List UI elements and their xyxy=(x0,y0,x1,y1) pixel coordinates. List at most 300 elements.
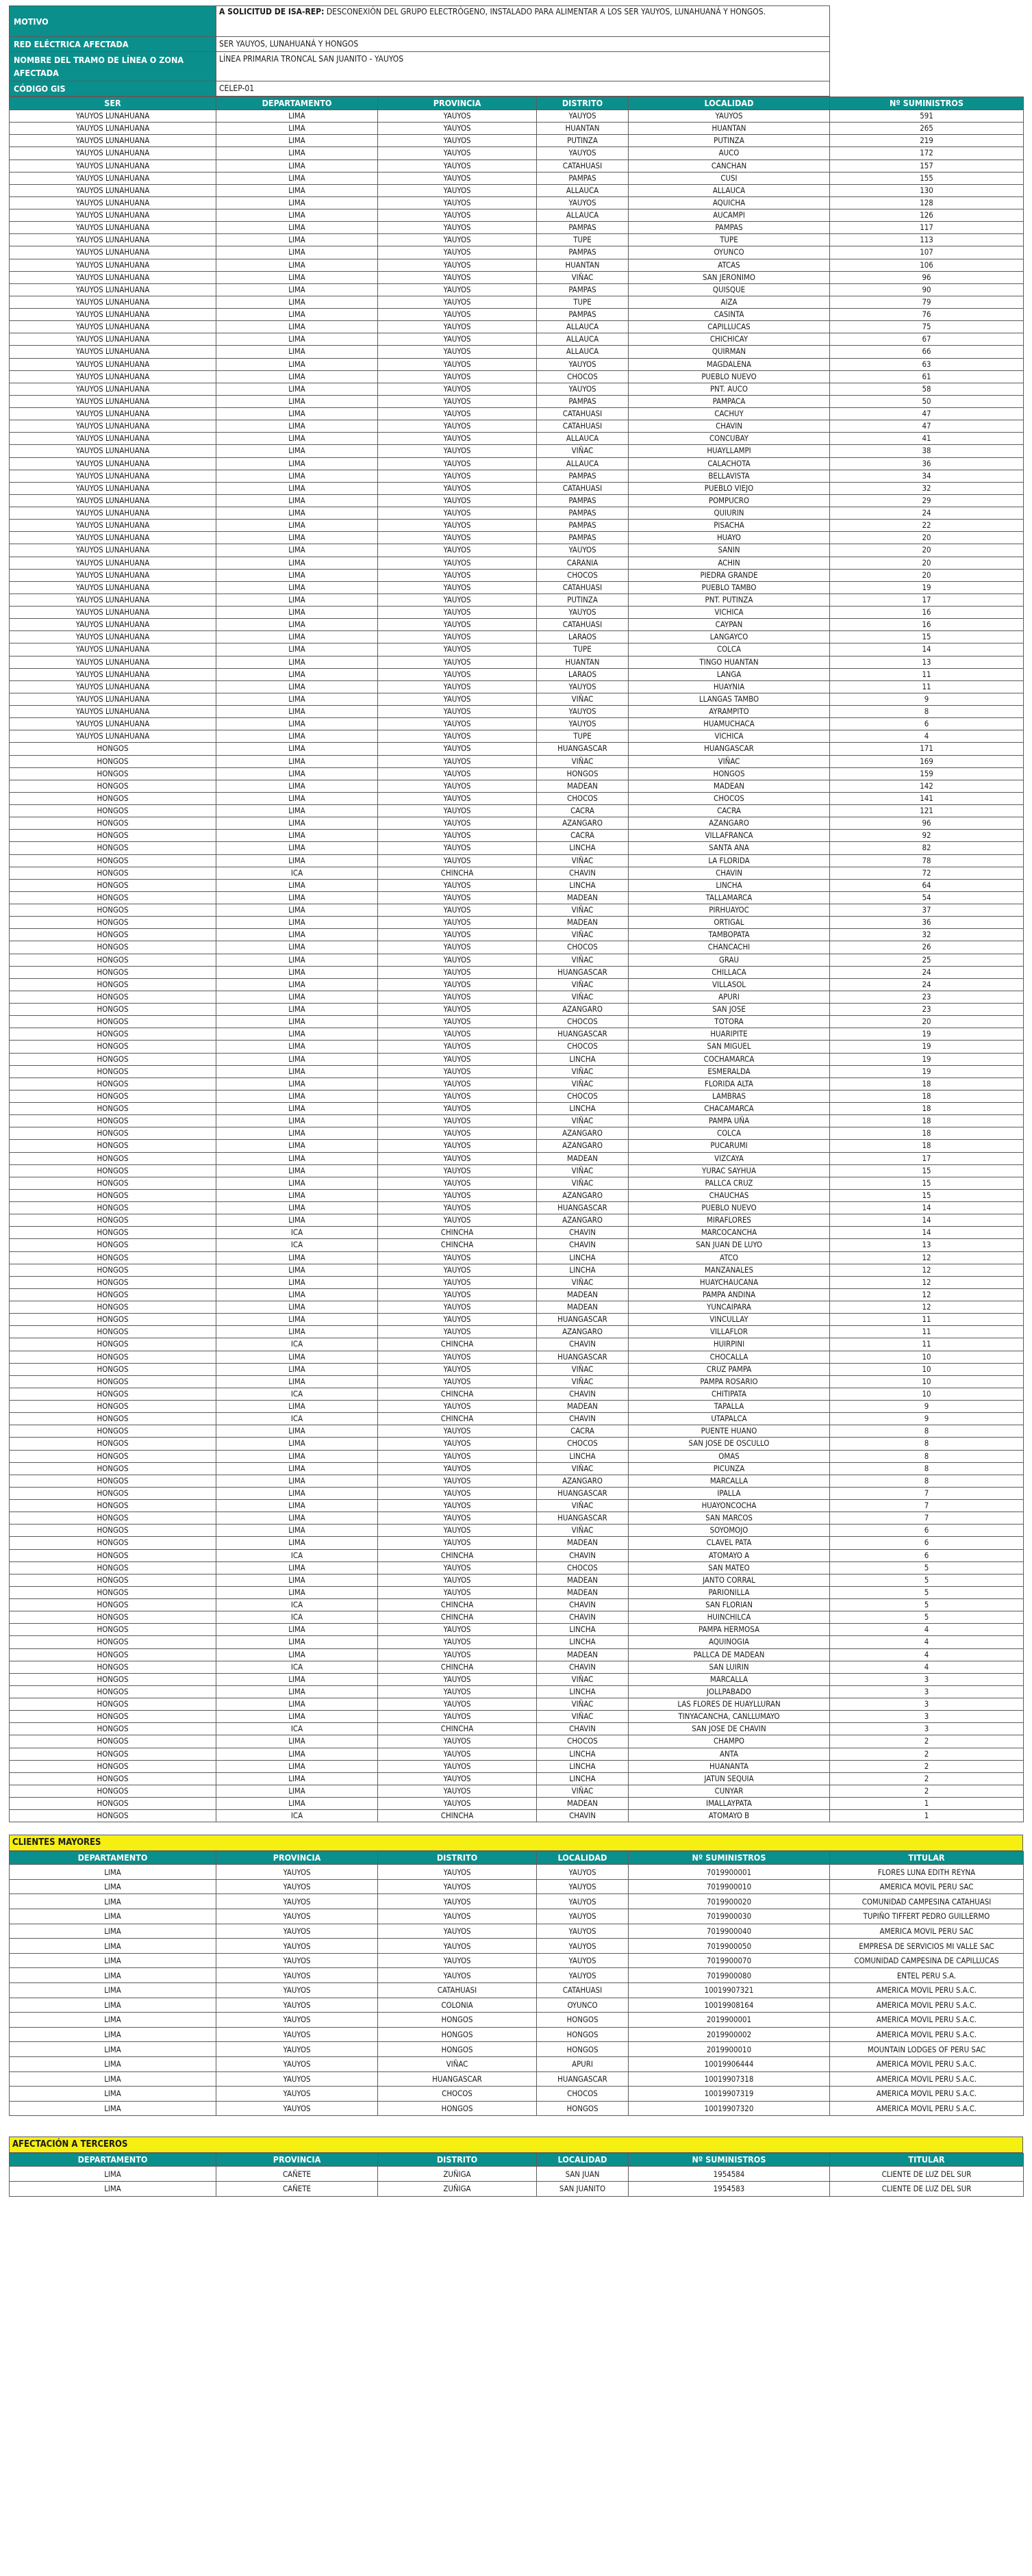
cell-provincia: YAUYOS xyxy=(378,1500,537,1512)
cell-suministros: 10019907318 xyxy=(629,2071,830,2087)
cell-ser: YAUYOS LUNAHUANA xyxy=(10,160,216,172)
cell-distrito: MADEAN xyxy=(537,780,629,792)
cell-provincia: YAUYOS xyxy=(378,929,537,941)
cell-suministros: 10 xyxy=(830,1375,1024,1388)
cell-distrito: TUPE xyxy=(537,730,629,743)
cell-provincia: YAUYOS xyxy=(378,1140,537,1152)
cell-ser: HONGOS xyxy=(10,1810,216,1822)
cell-localidad: HUANGASCAR xyxy=(629,743,830,755)
cell-provincia: YAUYOS xyxy=(378,395,537,407)
terceros-title: AFECTACIÓN A TERCEROS xyxy=(9,2137,1023,2153)
cell-localidad: PUTINZA xyxy=(629,135,830,147)
cell-distrito: VIÑAC xyxy=(537,1500,629,1512)
cell-departamento: LIMA xyxy=(216,730,378,743)
cell-ser: HONGOS xyxy=(10,854,216,867)
cell-departamento: LIMA xyxy=(216,246,378,259)
table-row xyxy=(10,1648,1024,1661)
cell-ser: YAUYOS LUNAHUANA xyxy=(10,718,216,730)
table-row xyxy=(10,123,1024,135)
cell-suministros: 6 xyxy=(830,718,1024,730)
cell-ser: HONGOS xyxy=(10,1351,216,1363)
cell-localidad: AQUINOGIA xyxy=(629,1636,830,1648)
cell-titular: COMUNIDAD CAMPESINA DE CAPILLUCAS xyxy=(830,1953,1024,1968)
cell-localidad: APURI xyxy=(537,2056,629,2071)
cell-localidad: LAMBRAS xyxy=(629,1090,830,1102)
table-row xyxy=(10,1401,1024,1413)
cell-localidad: YUNCAIPARA xyxy=(629,1301,830,1314)
table-row xyxy=(10,1189,1024,1201)
cell-localidad: CRUZ PAMPA xyxy=(629,1363,830,1375)
cell-suministros: 3 xyxy=(830,1673,1024,1685)
col-header-titular: TITULAR xyxy=(830,1852,1024,1865)
cell-provincia: YAUYOS xyxy=(378,1351,537,1363)
table-row xyxy=(10,1810,1024,1822)
cell-suministros: 32 xyxy=(830,929,1024,941)
cell-ser: HONGOS xyxy=(10,1462,216,1475)
cell-ser: HONGOS xyxy=(10,1673,216,1685)
cell-departamento: LIMA xyxy=(216,1735,378,1748)
cell-distrito: TUPE xyxy=(537,643,629,656)
cell-titular: FLORES LUNA EDITH REYNA xyxy=(830,1865,1024,1880)
cell-localidad: PAMPAS xyxy=(629,222,830,234)
cell-suministros: 90 xyxy=(830,283,1024,296)
table-row xyxy=(10,1537,1024,1549)
col-header-distrito: DISTRITO xyxy=(378,2154,537,2167)
cell-suministros: 7019900010 xyxy=(629,1879,830,1894)
info-row-tramo xyxy=(10,52,1024,81)
cell-provincia: YAUYOS xyxy=(378,569,537,581)
cell-ser: HONGOS xyxy=(10,929,216,941)
cell-distrito: VIÑAC xyxy=(537,1785,629,1797)
cell-departamento: LIMA xyxy=(216,1041,378,1053)
cell-localidad: VINCULLAY xyxy=(629,1314,830,1326)
cell-suministros: 169 xyxy=(830,755,1024,767)
table-row xyxy=(10,2042,1024,2057)
cell-titular: MOUNTAIN LODGES OF PERU SAC xyxy=(830,2042,1024,2057)
cell-departamento: LIMA xyxy=(216,1363,378,1375)
cell-distrito: MADEAN xyxy=(537,891,629,904)
cell-ser: HONGOS xyxy=(10,1698,216,1711)
cell-suministros: 18 xyxy=(830,1077,1024,1090)
cell-suministros: 23 xyxy=(830,991,1024,1003)
cell-distrito: VIÑAC xyxy=(537,1525,629,1537)
cell-localidad: YAUYOS xyxy=(537,1879,629,1894)
cell-localidad: PAMPACA xyxy=(629,395,830,407)
cell-distrito: VIÑAC xyxy=(537,991,629,1003)
table-row xyxy=(10,1264,1024,1276)
cell-provincia: YAUYOS xyxy=(378,631,537,643)
cell-distrito: CARANIA xyxy=(537,557,629,569)
cell-departamento: LIMA xyxy=(216,594,378,606)
cell-departamento: LIMA xyxy=(216,693,378,705)
cell-distrito: PUTINZA xyxy=(537,135,629,147)
cell-provincia: YAUYOS xyxy=(378,1251,537,1264)
cell-suministros: 3 xyxy=(830,1698,1024,1711)
cell-distrito: HUANTAN xyxy=(537,259,629,271)
col-header-localidad: LOCALIDAD xyxy=(629,97,830,110)
table-row xyxy=(10,1140,1024,1152)
cell-suministros: 7 xyxy=(830,1487,1024,1499)
cell-departamento: LIMA xyxy=(216,321,378,333)
cell-provincia: YAUYOS xyxy=(378,1103,537,1115)
cell-distrito: CHOCOS xyxy=(537,1041,629,1053)
cell-localidad: PNT. AUCO xyxy=(629,383,830,395)
cell-provincia: YAUYOS xyxy=(378,1177,537,1189)
cell-suministros: 79 xyxy=(830,296,1024,308)
cell-localidad: ATCAS xyxy=(629,259,830,271)
cell-suministros: 11 xyxy=(830,668,1024,680)
cell-localidad: PUEBLO TAMBO xyxy=(629,581,830,594)
cell-distrito: PAMPAS xyxy=(537,222,629,234)
cell-localidad: JATUN SEQUIA xyxy=(629,1772,830,1785)
cell-titular: AMERICA MOVIL PERU S.A.C. xyxy=(830,2071,1024,2087)
cell-ser: HONGOS xyxy=(10,1115,216,1127)
cell-distrito: YAUYOS xyxy=(537,147,629,160)
cell-departamento: LIMA xyxy=(216,904,378,917)
cell-ser: HONGOS xyxy=(10,1239,216,1251)
table-row xyxy=(10,482,1024,494)
cell-provincia: YAUYOS xyxy=(216,2101,378,2116)
cell-distrito: VIÑAC xyxy=(537,1164,629,1177)
cell-departamento: LIMA xyxy=(10,1865,216,1880)
table-row xyxy=(10,693,1024,705)
cell-ser: YAUYOS LUNAHUANA xyxy=(10,234,216,246)
cell-departamento: ICA xyxy=(216,1723,378,1735)
table-row xyxy=(10,358,1024,370)
cell-suministros: 10 xyxy=(830,1351,1024,1363)
cell-provincia: YAUYOS xyxy=(378,184,537,196)
cell-departamento: LIMA xyxy=(216,346,378,358)
cell-suministros: 8 xyxy=(830,1462,1024,1475)
cell-provincia: YAUYOS xyxy=(216,2071,378,2087)
cell-provincia: YAUYOS xyxy=(216,2013,378,2028)
cell-departamento: LIMA xyxy=(216,333,378,346)
tramo-value: LÍNEA PRIMARIA TRONCAL SAN JUANITO - YAUYOS xyxy=(216,52,830,81)
cell-departamento: LIMA xyxy=(216,830,378,842)
cell-departamento: LIMA xyxy=(216,767,378,780)
cell-localidad: LANGA xyxy=(629,668,830,680)
cell-localidad: PIEDRA GRANDE xyxy=(629,569,830,581)
cell-ser: HONGOS xyxy=(10,805,216,817)
cell-ser: YAUYOS LUNAHUANA xyxy=(10,544,216,557)
cell-suministros: 128 xyxy=(830,196,1024,209)
col-header-provincia: PROVINCIA xyxy=(216,1852,378,1865)
cell-provincia: YAUYOS xyxy=(378,743,537,755)
cell-provincia: YAUYOS xyxy=(378,346,537,358)
cell-departamento: LIMA xyxy=(216,1004,378,1016)
cell-suministros: 7019900080 xyxy=(629,1968,830,1983)
table-row xyxy=(10,854,1024,867)
cell-provincia: YAUYOS xyxy=(378,1214,537,1227)
table-row xyxy=(10,668,1024,680)
cell-provincia: YAUYOS xyxy=(378,246,537,259)
cell-provincia: CAÑETE xyxy=(216,2181,378,2196)
table-row xyxy=(10,1785,1024,1797)
cell-distrito: LINCHA xyxy=(537,1772,629,1785)
table-row xyxy=(10,222,1024,234)
cell-departamento: LIMA xyxy=(216,209,378,222)
table-row xyxy=(10,1487,1024,1499)
cell-distrito: MADEAN xyxy=(537,1152,629,1164)
cell-provincia: YAUYOS xyxy=(378,283,537,296)
cell-localidad: CHILLACA xyxy=(629,966,830,978)
cell-departamento: LIMA xyxy=(216,1103,378,1115)
cell-localidad: SOYOMOJO xyxy=(629,1525,830,1537)
cell-localidad: HUANANTA xyxy=(629,1760,830,1772)
cell-suministros: 61 xyxy=(830,370,1024,383)
cell-provincia: CHINCHA xyxy=(378,1723,537,1735)
cell-distrito: AZANGARO xyxy=(537,1326,629,1338)
cell-provincia: YAUYOS xyxy=(378,420,537,433)
cell-localidad: TOTORA xyxy=(629,1016,830,1028)
cell-distrito: CHAVIN xyxy=(537,1723,629,1735)
cell-departamento: LIMA xyxy=(216,805,378,817)
cell-ser: YAUYOS LUNAHUANA xyxy=(10,259,216,271)
table-row xyxy=(10,1227,1024,1239)
cell-suministros: 36 xyxy=(830,917,1024,929)
table-row xyxy=(10,1735,1024,1748)
cell-provincia: YAUYOS xyxy=(378,1735,537,1748)
cell-departamento: LIMA xyxy=(216,1375,378,1388)
cell-suministros: 7019900030 xyxy=(629,1909,830,1924)
cell-suministros: 2019900001 xyxy=(629,2013,830,2028)
cell-departamento: LIMA xyxy=(10,1894,216,1909)
cell-distrito: COLONIA xyxy=(378,1998,537,2013)
cell-provincia: YAUYOS xyxy=(378,1772,537,1785)
cell-distrito: YAUYOS xyxy=(378,1909,537,1924)
col-header-suministros: Nº SUMINISTROS xyxy=(629,1852,830,1865)
cell-localidad: HUAYCHAUCANA xyxy=(629,1276,830,1288)
cell-distrito: ALLAUCA xyxy=(537,457,629,470)
cell-departamento: LIMA xyxy=(216,581,378,594)
cell-distrito: ALLAUCA xyxy=(537,333,629,346)
cell-suministros: 20 xyxy=(830,1016,1024,1028)
cell-departamento: LIMA xyxy=(216,259,378,271)
table-row xyxy=(10,1077,1024,1090)
cell-departamento: LIMA xyxy=(216,1177,378,1189)
cell-ser: HONGOS xyxy=(10,1735,216,1748)
cell-provincia: YAUYOS xyxy=(378,1077,537,1090)
cell-provincia: YAUYOS xyxy=(378,494,537,507)
table-row xyxy=(10,1288,1024,1301)
table-row xyxy=(10,581,1024,594)
cell-distrito: ALLAUCA xyxy=(537,209,629,222)
cell-provincia: YAUYOS xyxy=(378,1711,537,1723)
cell-distrito: CACRA xyxy=(537,1425,629,1438)
cell-localidad: CHOCALLA xyxy=(629,1351,830,1363)
cell-provincia: YAUYOS xyxy=(378,482,537,494)
cell-ser: HONGOS xyxy=(10,991,216,1003)
cell-suministros: 17 xyxy=(830,594,1024,606)
cell-ser: HONGOS xyxy=(10,1425,216,1438)
cell-suministros: 2 xyxy=(830,1748,1024,1760)
cell-distrito: HUANGASCAR xyxy=(537,1487,629,1499)
table-row xyxy=(10,1115,1024,1127)
table-row xyxy=(10,1760,1024,1772)
red-label: RED ELÉCTRICA AFECTADA xyxy=(10,37,216,52)
cell-localidad: QUISQUE xyxy=(629,283,830,296)
cell-suministros: 2019900002 xyxy=(629,2027,830,2042)
cell-localidad: CHOCOS xyxy=(629,792,830,804)
cell-departamento: LIMA xyxy=(216,309,378,321)
cell-suministros: 3 xyxy=(830,1685,1024,1698)
cell-provincia: YAUYOS xyxy=(378,520,537,532)
table-row xyxy=(10,1301,1024,1314)
cell-suministros: 9 xyxy=(830,1401,1024,1413)
table-row xyxy=(10,1561,1024,1574)
cell-localidad: APURI xyxy=(629,991,830,1003)
cell-distrito: MADEAN xyxy=(537,1574,629,1586)
cell-localidad: SANTA ANA xyxy=(629,842,830,854)
cell-localidad: MANZANALES xyxy=(629,1264,830,1276)
cell-distrito: AZANGARO xyxy=(537,1475,629,1487)
cell-suministros: 14 xyxy=(830,1227,1024,1239)
cell-departamento: LIMA xyxy=(216,1500,378,1512)
cell-localidad: PNT. PUTINZA xyxy=(629,594,830,606)
cell-ser: YAUYOS LUNAHUANA xyxy=(10,607,216,619)
cell-distrito: YAUYOS xyxy=(537,544,629,557)
cell-distrito: MADEAN xyxy=(537,917,629,929)
cell-departamento: LIMA xyxy=(216,1301,378,1314)
cell-suministros: 265 xyxy=(830,123,1024,135)
cell-localidad: PUENTE HUANO xyxy=(629,1425,830,1438)
cell-departamento: LIMA xyxy=(10,1968,216,1983)
table-row xyxy=(10,1351,1024,1363)
table-row xyxy=(10,1164,1024,1177)
cell-departamento: LIMA xyxy=(216,1636,378,1648)
cell-departamento: LIMA xyxy=(216,1685,378,1698)
info-row-motivo xyxy=(10,6,1024,37)
cell-departamento: LIMA xyxy=(216,1326,378,1338)
cell-suministros: 3 xyxy=(830,1723,1024,1735)
cell-suministros: 17 xyxy=(830,1152,1024,1164)
cell-localidad: SAN FLORIAN xyxy=(629,1599,830,1611)
cell-suministros: 12 xyxy=(830,1288,1024,1301)
col-header-departamento: DEPARTAMENTO xyxy=(10,2154,216,2167)
cell-ser: HONGOS xyxy=(10,1648,216,1661)
cell-distrito: CHOCOS xyxy=(537,1016,629,1028)
cell-departamento: ICA xyxy=(216,1810,378,1822)
cell-ser: YAUYOS LUNAHUANA xyxy=(10,507,216,520)
cell-provincia: YAUYOS xyxy=(378,879,537,891)
cell-localidad: YAUYOS xyxy=(537,1865,629,1880)
cell-departamento: LIMA xyxy=(216,184,378,196)
cell-suministros: 12 xyxy=(830,1276,1024,1288)
cell-localidad: IPALLA xyxy=(629,1487,830,1499)
table-row xyxy=(10,718,1024,730)
cell-provincia: CHINCHA xyxy=(378,1239,537,1251)
cell-provincia: YAUYOS xyxy=(378,1450,537,1462)
cell-localidad: CASINTA xyxy=(629,309,830,321)
cell-provincia: YAUYOS xyxy=(378,557,537,569)
cell-ser: HONGOS xyxy=(10,1301,216,1314)
cell-ser: HONGOS xyxy=(10,1785,216,1797)
cell-departamento: LIMA xyxy=(216,222,378,234)
cell-ser: HONGOS xyxy=(10,1636,216,1648)
cell-suministros: 7 xyxy=(830,1512,1024,1525)
cell-suministros: 1954584 xyxy=(629,2167,830,2182)
cell-suministros: 38 xyxy=(830,445,1024,457)
cell-provincia: YAUYOS xyxy=(378,619,537,631)
table-row xyxy=(10,1016,1024,1028)
cell-departamento: LIMA xyxy=(216,110,378,123)
cell-localidad: COLCA xyxy=(629,643,830,656)
cell-suministros: 159 xyxy=(830,767,1024,780)
cell-departamento: LIMA xyxy=(216,743,378,755)
cell-departamento: ICA xyxy=(216,1227,378,1239)
table-row xyxy=(10,1599,1024,1611)
cell-ser: HONGOS xyxy=(10,891,216,904)
cell-provincia: YAUYOS xyxy=(378,1288,537,1301)
cell-distrito: VIÑAC xyxy=(537,693,629,705)
cell-provincia: YAUYOS xyxy=(378,668,537,680)
cell-suministros: 76 xyxy=(830,309,1024,321)
cell-suministros: 2 xyxy=(830,1760,1024,1772)
cell-suministros: 5 xyxy=(830,1561,1024,1574)
cell-ser: HONGOS xyxy=(10,1214,216,1227)
cell-ser: YAUYOS LUNAHUANA xyxy=(10,408,216,420)
cell-ser: HONGOS xyxy=(10,1599,216,1611)
cell-provincia: YAUYOS xyxy=(378,532,537,544)
cell-distrito: LINCHA xyxy=(537,842,629,854)
cell-suministros: 13 xyxy=(830,656,1024,668)
cell-ser: YAUYOS LUNAHUANA xyxy=(10,457,216,470)
cell-ser: HONGOS xyxy=(10,1264,216,1276)
cell-provincia: YAUYOS xyxy=(378,1065,537,1077)
cell-localidad: SAN JUAN xyxy=(537,2167,629,2182)
cell-suministros: 10019906444 xyxy=(629,2056,830,2071)
table-row xyxy=(10,780,1024,792)
cell-departamento: LIMA xyxy=(216,1438,378,1450)
cell-distrito: MADEAN xyxy=(537,1648,629,1661)
cell-distrito: MADEAN xyxy=(537,1586,629,1598)
cell-provincia: YAUYOS xyxy=(378,1301,537,1314)
table-row xyxy=(10,507,1024,520)
cell-suministros: 4 xyxy=(830,1661,1024,1673)
info-row-red xyxy=(10,37,1024,52)
cell-ser: HONGOS xyxy=(10,1549,216,1561)
cell-distrito: VIÑAC xyxy=(537,954,629,966)
cell-distrito: ALLAUCA xyxy=(537,433,629,445)
cell-distrito: HONGOS xyxy=(378,2027,537,2042)
cell-suministros: 58 xyxy=(830,383,1024,395)
cell-suministros: 10019907319 xyxy=(629,2087,830,2102)
cell-distrito: ZUÑIGA xyxy=(378,2167,537,2182)
cell-ser: HONGOS xyxy=(10,1574,216,1586)
cell-ser: HONGOS xyxy=(10,1338,216,1351)
cell-ser: HONGOS xyxy=(10,1413,216,1425)
table-row xyxy=(10,1152,1024,1164)
cell-ser: HONGOS xyxy=(10,1152,216,1164)
cell-suministros: 82 xyxy=(830,842,1024,854)
table-row xyxy=(10,1462,1024,1475)
table-row xyxy=(10,1525,1024,1537)
cell-distrito: CHOCOS xyxy=(537,792,629,804)
cell-provincia: YAUYOS xyxy=(378,110,537,123)
cell-ser: HONGOS xyxy=(10,1127,216,1140)
cell-provincia: YAUYOS xyxy=(378,1475,537,1487)
cell-localidad: VICHICA xyxy=(629,730,830,743)
cell-distrito: HUANTAN xyxy=(537,656,629,668)
cell-distrito: LINCHA xyxy=(537,1103,629,1115)
terceros-table xyxy=(9,2153,1024,2196)
table-row xyxy=(10,656,1024,668)
table-row xyxy=(10,1723,1024,1735)
cell-distrito: AZANGARO xyxy=(537,1127,629,1140)
table-row xyxy=(10,792,1024,804)
cell-localidad: CHAVIN xyxy=(629,420,830,433)
cell-ser: HONGOS xyxy=(10,1227,216,1239)
